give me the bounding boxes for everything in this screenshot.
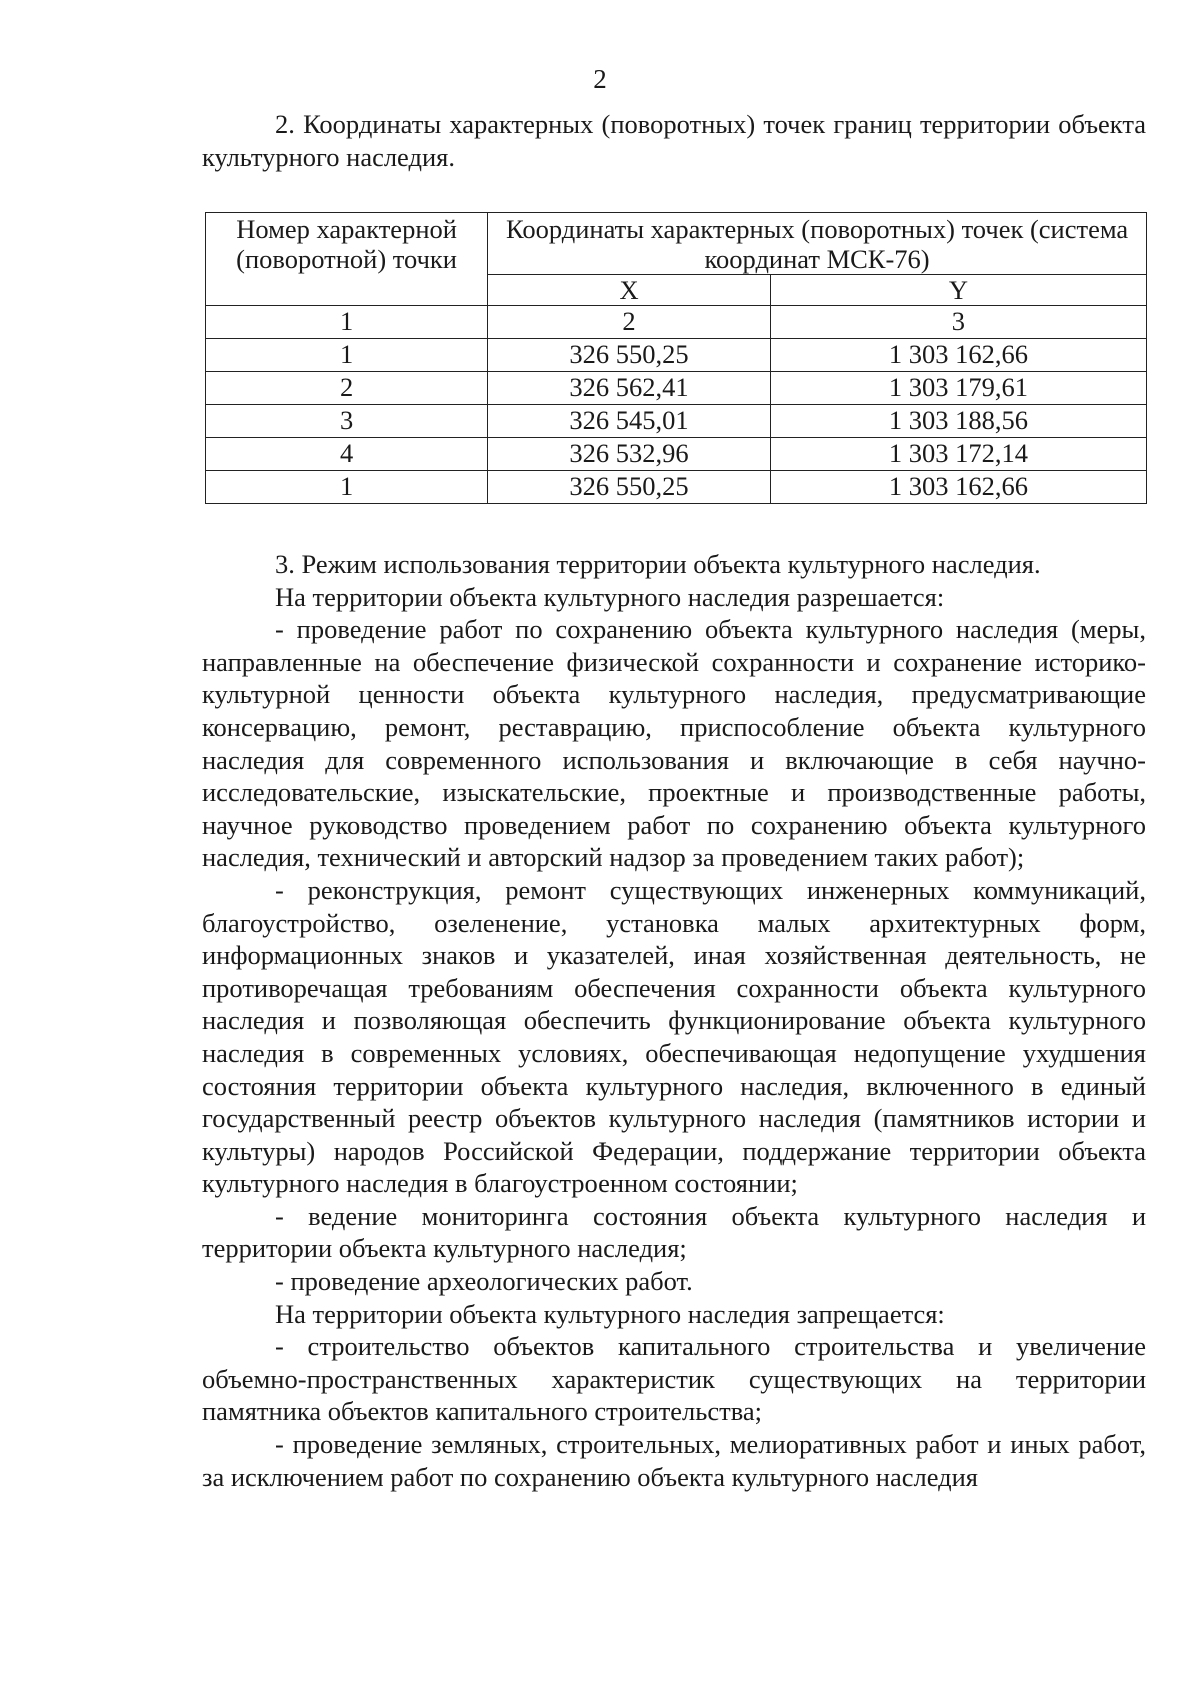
- table-row: [206, 438, 1147, 471]
- table-row: [206, 405, 1147, 438]
- section-2-heading: 2. Координаты характерных (поворотных) точек границ территории объекта культурного наследия.: [202, 109, 1146, 172]
- y-cell: 1 303 172,14: [770, 438, 1146, 471]
- allowed-item: - реконструкция, ремонт существующих инженерных коммуникаций, благоустройство, озеленение, установка малых архитектурных форм, информационных знаков и указателей, иная хозяйственная деятельность, не противоречащая требованиям обеспечения сохранности объекта культурного наследия и позволяющая обеспечить функционирование объекта культурного наследия в современных условиях, обеспечивающая недопущение ухудшения состояния территории объекта культурного наследия, включенного в единый государственный реестр объектов культурного наследия (памятников истории и культуры) народов Российской Федерации, поддержание территории объекта культурного наследия в благоустроенном состоянии;: [202, 874, 1146, 1199]
- x-cell: 326 545,01: [488, 405, 771, 438]
- section-3-heading: 3. Режим использования территории объекта культурного наследия.: [275, 549, 1041, 579]
- section-2: [202, 108, 1146, 173]
- y-cell: 1 303 179,61: [770, 372, 1146, 405]
- y-cell: 1 303 188,56: [770, 405, 1146, 438]
- table-row: [206, 339, 1147, 372]
- allowed-item: - проведение работ по сохранению объекта культурного наследия (меры, направленные на обеспечение физической сохранности и сохранение историко-культурной ценности объекта культурного наследия, предусматривающие консервацию, ремонт, реставрацию, приспособление объекта культурного наследия для современного использования и включающие в себя научно-исследовательские, изыскательские, проектные и производственные работы, научное руководство проведением работ по сохранению объекта культурного наследия, технический и авторский надзор за проведением таких работ);: [202, 614, 1146, 873]
- point-cell: 3: [206, 405, 488, 438]
- header-point-number: Номер характерной (поворотной) точки: [206, 213, 488, 306]
- prohibited-intro: На территории объекта культурного наследия запрещается:: [275, 1298, 945, 1329]
- page-number: 2: [593, 64, 607, 94]
- header-x: X: [488, 275, 771, 306]
- section-3: [202, 548, 1146, 1493]
- coordinates-table: [205, 212, 1147, 504]
- header-coordinates: Координаты характерных (поворотных) точек (система координат МСК-76): [488, 213, 1147, 275]
- table-row: [206, 372, 1147, 405]
- point-cell: 2: [206, 372, 488, 405]
- y-cell: 1 303 162,66: [770, 471, 1146, 504]
- prohibited-item: - строительство объектов капитального строительства и увеличение объемно-пространственных характеристик существующих на территории памятника объектов капитального строительства;: [202, 1331, 1146, 1427]
- point-cell: 1: [206, 339, 488, 372]
- table-index-row: [206, 306, 1147, 339]
- header-y: Y: [770, 275, 1146, 306]
- x-cell: 326 550,25: [488, 339, 771, 372]
- allowed-item: - ведение мониторинга состояния объекта культурного наследия и территории объекта культурного наследия;: [202, 1200, 1146, 1264]
- prohibited-item: - проведение земляных, строительных, мелиоративных работ и иных работ, за исключением работ по сохранению объекта культурного наследия: [202, 1429, 1146, 1492]
- table-header-row: [206, 213, 1147, 275]
- allowed-intro: На территории объекта культурного наследия разрешается:: [275, 581, 945, 612]
- y-cell: 1 303 162,66: [770, 339, 1146, 372]
- x-cell: 326 550,25: [488, 471, 771, 504]
- index-cell: 2: [488, 306, 771, 339]
- index-cell: 1: [206, 306, 488, 339]
- table-row: [206, 471, 1147, 504]
- x-cell: 326 532,96: [488, 438, 771, 471]
- point-cell: 1: [206, 471, 488, 504]
- x-cell: 326 562,41: [488, 372, 771, 405]
- allowed-item: - проведение археологических работ.: [275, 1266, 693, 1297]
- point-cell: 4: [206, 438, 488, 471]
- index-cell: 3: [770, 306, 1146, 339]
